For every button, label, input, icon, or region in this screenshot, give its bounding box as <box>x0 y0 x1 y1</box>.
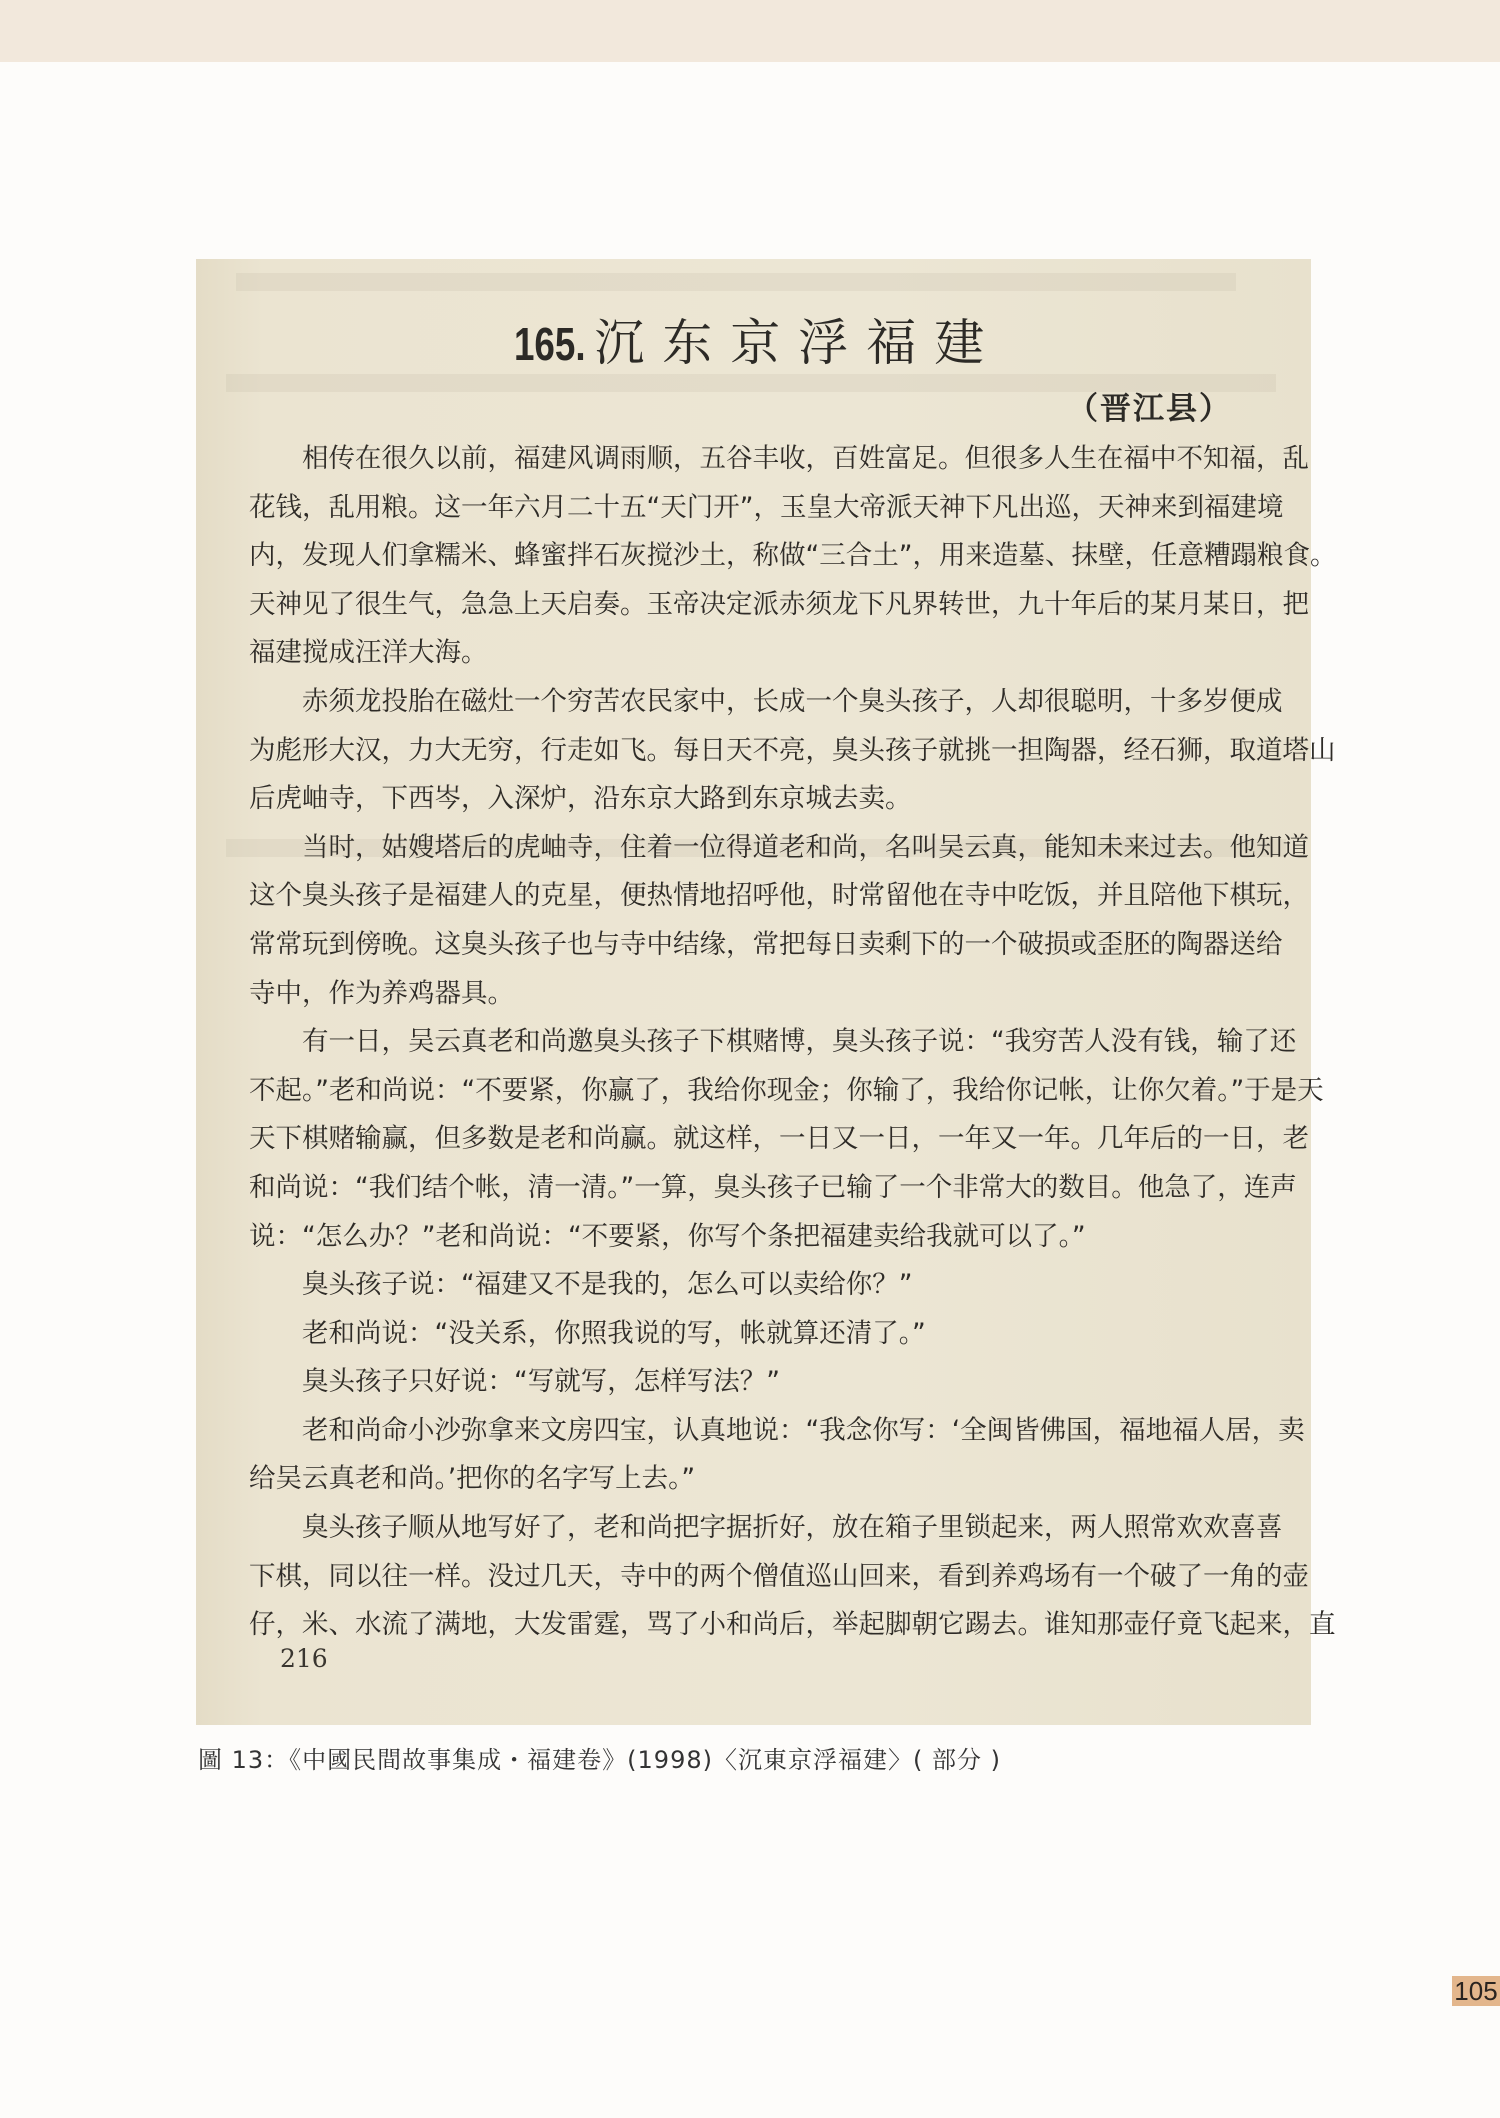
paragraph-line: 相传在很久以前，福建风调雨顺，五谷丰收，百姓富足。但很多人生在福中不知福，乱 <box>302 443 1309 474</box>
paragraph-line: 天神见了很生气，急急上天启奏。玉帝决定派赤须龙下凡界转世，九十年后的某月某日，把 <box>249 588 1309 620</box>
paragraph-line: 天下棋赌输赢，但多数是老和尚赢。就这样，一日又一日，一年又一年。几年后的一日，老 <box>249 1123 1309 1155</box>
paragraph-line: 下棋，同以往一样。没过几天，寺中的两个僧值巡山回来，看到养鸡场有一个破了一角的壶 <box>249 1560 1309 1592</box>
story-number: 165. <box>513 318 586 370</box>
paragraph-line: 有一日，吴云真老和尚邀臭头孩子下棋赌博，臭头孩子说：“我穷苦人没有钱，输了还 <box>302 1026 1297 1058</box>
paragraph-line: 和尚说：“我们结个帐，清一清。”一算，臭头孩子已输了一个非常大的数目。他急了，连声 <box>249 1171 1297 1203</box>
paragraph-line: 这个臭头孩子是福建人的克星，便热情地招呼他，时常留他在寺中吃饭，并且陪他下棋玩， <box>249 880 1309 912</box>
paragraph-line: 当时，姑嫂塔后的虎岫寺，住着一位得道老和尚，名叫吴云真，能知未来过去。他知道 <box>302 831 1309 863</box>
paragraph-line: 花钱，乱用粮。这一年六月二十五“天门开”，玉皇大帝派天神下凡出巡，天神来到福建境 <box>249 491 1284 523</box>
paragraph-line: 臭头孩子只好说：“写就写，怎样写法？” <box>302 1366 780 1398</box>
paragraph-line: 内，发现人们拿糯米、蜂蜜拌石灰搅沙土，称做“三合土”，用来造墓、抹壁，任意糟蹋粮食。 <box>249 540 1337 572</box>
scanned-page <box>196 259 1337 1725</box>
story-title <box>196 303 1311 375</box>
paragraph-line: 不起。”老和尚说：“不要紧，你赢了，我给你现金；你输了，我给你记帐，让你欠着。”于是天 <box>249 1074 1324 1106</box>
folio-number: 216 <box>280 1644 328 1673</box>
paragraph-line: 为彪形大汉，力大无穷，行走如飞。每日天不亮，臭头孩子就挑一担陶器，经石狮，取道塔山 <box>249 734 1336 766</box>
paragraph-line: 仔，米、水流了满地，大发雷霆，骂了小和尚后，举起脚朝它踢去。谁知那壶仔竟飞起来，直 <box>249 1609 1336 1641</box>
bleed-through <box>236 273 1236 291</box>
paragraph-line: 老和尚说：“没关系，你照我说的写，帐就算还清了。” <box>302 1317 926 1349</box>
paragraph-line: 老和尚命小沙弥拿来文房四宝，认真地说：“我念你写：‘全闽皆佛国，福地福人居，卖 <box>302 1414 1305 1446</box>
paragraph-line: 臭头孩子顺从地写好了，老和尚把字据折好，放在箱子里锁起来，两人照常欢欢喜喜 <box>302 1512 1283 1544</box>
paragraph-line: 给吴云真老和尚。’把你的名字写上去。” <box>249 1463 696 1495</box>
paragraph-line: 福建搅成汪洋大海。 <box>249 637 488 669</box>
story-body <box>249 435 1337 1650</box>
paragraph-line: 赤须龙投胎在磁灶一个穷苦农民家中，长成一个臭头孩子，人却很聪明，十多岁便成 <box>302 685 1283 717</box>
page-number: 105 <box>1452 1976 1500 2006</box>
paragraph-line: 说：“怎么办？”老和尚说：“不要紧，你写个条把福建卖给我就可以了。” <box>249 1220 1086 1252</box>
paragraph-line: 臭头孩子说：“福建又不是我的，怎么可以卖给你？” <box>302 1269 913 1301</box>
paragraph-line: 寺中，作为养鸡器具。 <box>249 977 514 1009</box>
region-label: （晋江县） <box>1067 391 1232 427</box>
top-band <box>0 0 1500 62</box>
figure-caption: 圖 13：《中國民間故事集成・福建卷》(1998)〈沉東京浮福建〉( 部分 ) <box>198 1746 1001 1774</box>
paragraph-line: 后虎岫寺，下西岑，入深炉，沿东京大路到东京城去卖。 <box>249 783 912 815</box>
story-title-text: 沉东京浮福建 <box>594 314 1003 372</box>
paragraph-line: 常常玩到傍晚。这臭头孩子也与寺中结缘，常把每日卖剩下的一个破损或歪胚的陶器送给 <box>249 928 1283 960</box>
